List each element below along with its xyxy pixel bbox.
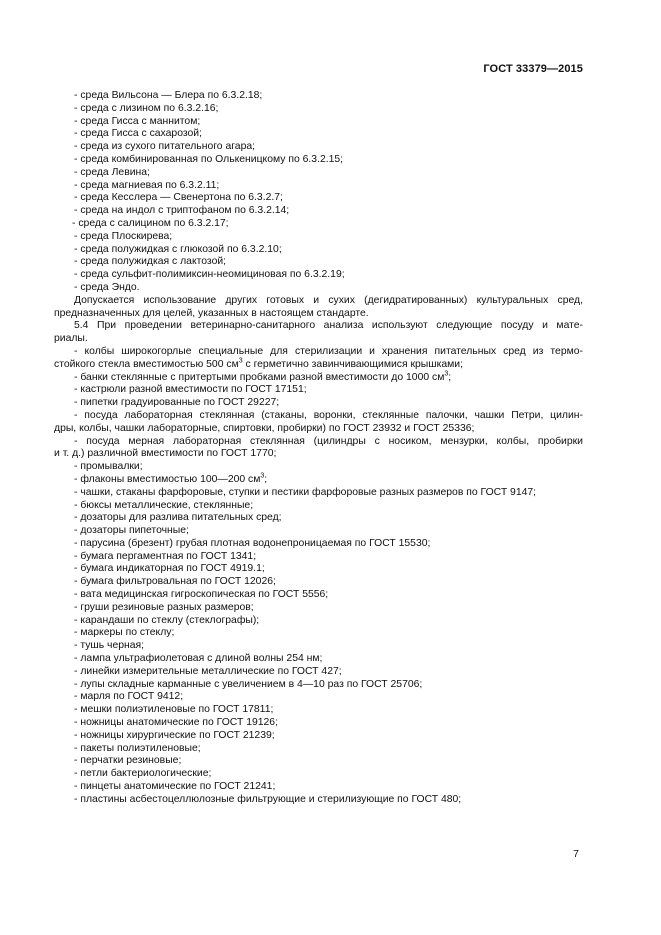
list-item-continuation: дры, колбы, чашки лабораторные, спиртовки, пробирки) по ГОСТ 23932 и ГОСТ 25336; bbox=[54, 422, 475, 434]
list-item bbox=[74, 474, 583, 487]
list-item: - ножницы хирургические по ГОСТ 21239; bbox=[74, 729, 275, 741]
list-item: - среда полужидкая с лактозой; bbox=[74, 256, 227, 268]
list-item: - среда комбинированная по Олькеницкому по 6.3.2.15; bbox=[74, 153, 344, 165]
list-item-continuation bbox=[54, 359, 583, 372]
list-item: - парусина (брезент) грубая плотная водонепроницаемая по ГОСТ 15530; bbox=[74, 537, 431, 549]
list-item: - линейки измерительные металлические по ГОСТ 427; bbox=[74, 665, 342, 677]
list-item: - пипетки градуированные по ГОСТ 29227; bbox=[74, 397, 280, 409]
list-item: - мешки полиэтиленовые по ГОСТ 17811; bbox=[74, 704, 274, 716]
equipment-measuring bbox=[54, 435, 583, 462]
paragraph-allowed-media bbox=[54, 294, 583, 321]
list-item: - кастрюли разной вместимости по ГОСТ 17151; bbox=[74, 384, 307, 396]
list-item: - бюксы металлические, стеклянные; bbox=[74, 499, 254, 511]
document-header: ГОСТ 33379—2015 bbox=[483, 63, 583, 75]
list-item: - петли бактериологические; bbox=[74, 768, 212, 780]
list-item: - среда магниевая по 6.3.2.11; bbox=[74, 179, 220, 191]
jars-text-end: ; bbox=[448, 371, 452, 383]
list-item: - среда на индол с триптофаном по 6.3.2.14; bbox=[74, 205, 290, 217]
list-item: - среда Гисса с сахарозой; bbox=[74, 128, 202, 140]
page-body bbox=[54, 90, 583, 807]
section-5-4 bbox=[54, 320, 583, 346]
list-item: - промывалки; bbox=[74, 461, 143, 473]
list-item: - лупы складные карманные с увеличением в 4—10 раз по ГОСТ 25706; bbox=[74, 678, 423, 690]
list-item: - среда Плоскирева; bbox=[74, 230, 173, 242]
page-number: 7 bbox=[573, 848, 579, 860]
list-item: - среда сульфит-полимиксин-неомициновая по 6.3.2.19; bbox=[74, 269, 345, 281]
list-item: - среда Левина; bbox=[74, 166, 150, 178]
jars-text: - банки стеклянные с притертыми пробками разной вместимости до 1000 см bbox=[74, 371, 445, 383]
list-item: - тушь черная; bbox=[74, 640, 145, 652]
list-item: - маркеры по стеклу; bbox=[74, 627, 175, 639]
list-item: - среда с лизином по 6.3.2.16; bbox=[74, 102, 219, 114]
superscript: 3 bbox=[444, 370, 449, 378]
section-heading-line: 5.4 При проведении ветеринарно-санитарного анализа используют следующие посуду и мате- bbox=[74, 320, 583, 332]
list-item: - посуда мерная лабораторная стеклянная (цилиндры с носиком, мензурки, колбы, пробирки bbox=[74, 435, 583, 447]
equipment-list bbox=[74, 487, 583, 807]
list-item: - дозаторы пипеточные; bbox=[74, 525, 189, 537]
list-item: - вата медицинская гигроскопическая по ГОСТ 5556; bbox=[74, 589, 329, 601]
superscript: 3 bbox=[260, 472, 265, 480]
section-heading-line: риалы. bbox=[54, 333, 88, 345]
list-item: - колбы широкогорлые специальные для стерилизации и хранения питательных сред из термо- bbox=[74, 345, 583, 357]
list-item: - посуда лабораторная стеклянная (стаканы, воронки, стеклянные палочки, чашки Петри, цилин- bbox=[74, 409, 583, 421]
list-item-continuation: и т. д.) различной вместимости по ГОСТ 1770; bbox=[54, 448, 277, 460]
media-list bbox=[74, 90, 583, 295]
vials-text: - флаконы вместимостью 100—200 см bbox=[74, 473, 261, 485]
list-item: - среда с салицином по 6.3.2.17; bbox=[72, 217, 229, 229]
vials-text-end: ; bbox=[264, 473, 268, 485]
superscript: 3 bbox=[238, 357, 243, 365]
list-item: - пакеты полиэтиленовые; bbox=[74, 742, 201, 754]
list-item: - пинцеты анатомические по ГОСТ 21241; bbox=[74, 781, 276, 793]
list-item: - среда Гисса с маннитом; bbox=[74, 115, 201, 127]
list-item: - пластины асбестоцеллюлозные фильтрующие и стерилизующие по ГОСТ 480; bbox=[74, 793, 462, 805]
list-item: - среда из сухого питательного агара; bbox=[74, 141, 256, 153]
list-item: - среда Кесслера — Свенертона по 6.3.2.7; bbox=[74, 192, 283, 204]
list-item: - бумага фильтровальная по ГОСТ 12026; bbox=[74, 576, 276, 588]
flasks-text-end: с герметично завинчивающимися крышками; bbox=[242, 358, 463, 370]
list-item: - бумага пергаментная по ГОСТ 1341; bbox=[74, 550, 257, 562]
list-item: - лампа ультрафиолетовая с длиной волны 254 нм; bbox=[74, 653, 323, 665]
list-item: - перчатки резиновые; bbox=[74, 755, 182, 767]
list-item bbox=[74, 372, 583, 385]
list-item: - среда Эндо. bbox=[74, 281, 140, 293]
equipment-flasks bbox=[54, 345, 583, 372]
list-item: - ножницы анатомические по ГОСТ 19126; bbox=[74, 717, 278, 729]
paragraph-line: Допускается использование других готовых и сухих (дегидратированных) культуральных сред, bbox=[74, 294, 583, 306]
paragraph-line: предназначенных для целей, указанных в настоящем стандарте. bbox=[54, 307, 369, 319]
list-item: - груши резиновые разных размеров; bbox=[74, 601, 254, 613]
list-item: - среда Вильсона — Блера по 6.3.2.18; bbox=[74, 90, 263, 101]
list-item: - чашки, стаканы фарфоровые, ступки и пестики фарфоровые разных размеров по ГОСТ 9147; bbox=[74, 486, 537, 498]
list-item: - среда полужидкая с глюкозой по 6.3.2.10; bbox=[74, 243, 282, 255]
equipment-labware bbox=[54, 409, 583, 436]
list-item: - карандаши по стеклу (стеклографы); bbox=[74, 614, 260, 626]
list-item: - бумага индикаторная по ГОСТ 4919.1; bbox=[74, 563, 265, 575]
list-item: - дозаторы для разлива питательных сред; bbox=[74, 512, 282, 524]
flasks-text: стойкого стекла вместимостью 500 см bbox=[54, 358, 239, 370]
list-item: - марля по ГОСТ 9412; bbox=[74, 691, 184, 703]
